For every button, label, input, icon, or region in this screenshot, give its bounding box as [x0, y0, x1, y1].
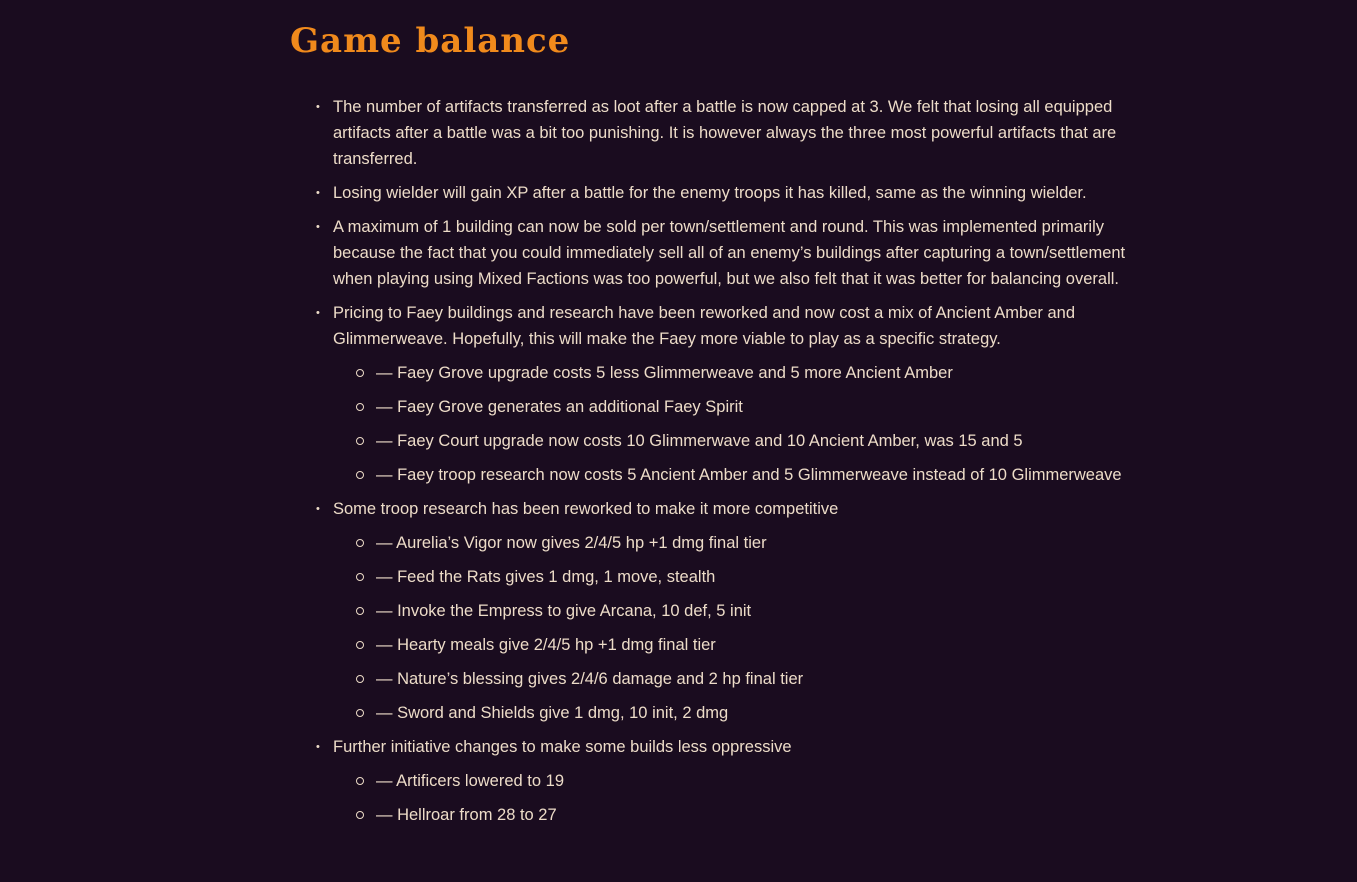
sub-change-item: [376, 360, 1150, 386]
circle-bullet-icon: [356, 607, 364, 615]
balance-change-list: [290, 94, 1150, 828]
change-item: [316, 94, 1150, 172]
sub-change-text: — Artificers lowered to 19: [376, 772, 564, 790]
bullet-icon: •: [316, 221, 320, 233]
sub-change-text: — Invoke the Empress to give Arcana, 10 def, 5 init: [376, 602, 752, 620]
change-item-text: Some troop research has been reworked to make it more competitive: [333, 500, 839, 518]
circle-bullet-icon: [356, 471, 364, 479]
sub-change-list: [333, 530, 1150, 726]
sub-change-text: — Aurelia’s Vigor now gives 2/4/5 hp +1 dmg final tier: [376, 534, 767, 552]
sub-change-list: [333, 768, 1150, 828]
circle-bullet-icon: [356, 437, 364, 445]
bullet-icon: •: [316, 741, 320, 753]
sub-change-item: [376, 700, 1150, 726]
sub-change-item: [376, 768, 1150, 794]
sub-change-item: [376, 462, 1150, 488]
change-item-text: Further initiative changes to make some builds less oppressive: [333, 738, 792, 756]
change-item-text: The number of artifacts transferred as loot after a battle is now capped at 3. We felt that losing all equipped artifacts after a battle was a bit too punishing. It is however always the three most powerful artifacts that are transferred.: [333, 98, 1117, 168]
change-item: [316, 496, 1150, 726]
sub-change-item: [376, 598, 1150, 624]
sub-change-item: [376, 530, 1150, 556]
sub-change-text: — Faey Grove upgrade costs 5 less Glimmerweave and 5 more Ancient Amber: [376, 364, 953, 382]
sub-change-text: — Nature’s blessing gives 2/4/6 damage and 2 hp final tier: [376, 670, 804, 688]
sub-change-item: [376, 428, 1150, 454]
bullet-icon: •: [316, 503, 320, 515]
sub-change-text: — Faey Grove generates an additional Faey Spirit: [376, 398, 743, 416]
sub-change-item: [376, 802, 1150, 828]
circle-bullet-icon: [356, 709, 364, 717]
circle-bullet-icon: [356, 777, 364, 785]
sub-change-item: [376, 632, 1150, 658]
change-item-text: A maximum of 1 building can now be sold per town/settlement and round. This was implemented primarily because the fact that you could immediately sell all of an enemy’s buildings after capturing a town/settlement when playing using Mixed Factions was too powerful, but we also felt that it was better for balancing overall.: [333, 218, 1126, 288]
circle-bullet-icon: [356, 573, 364, 581]
sub-change-text: — Hellroar from 28 to 27: [376, 806, 557, 824]
sub-change-list: [333, 360, 1150, 488]
sub-change-text: — Sword and Shields give 1 dmg, 10 init, 2 dmg: [376, 704, 729, 722]
sub-change-item: [376, 394, 1150, 420]
change-item-text: Pricing to Faey buildings and research have been reworked and now cost a mix of Ancient Amber and Glimmerweave. Hopefully, this will make the Faey more viable to play as a specific strategy.: [333, 304, 1076, 348]
sub-change-item: [376, 666, 1150, 692]
change-item: [316, 300, 1150, 488]
patch-notes-section: [290, 18, 1150, 836]
circle-bullet-icon: [356, 369, 364, 377]
circle-bullet-icon: [356, 675, 364, 683]
bullet-icon: •: [316, 101, 320, 113]
change-item: [316, 214, 1150, 292]
change-item-text: Losing wielder will gain XP after a battle for the enemy troops it has killed, same as the winning wielder.: [333, 184, 1087, 202]
sub-change-item: [376, 564, 1150, 590]
circle-bullet-icon: [356, 811, 364, 819]
circle-bullet-icon: [356, 539, 364, 547]
bullet-icon: •: [316, 187, 320, 199]
sub-change-text: — Feed the Rats gives 1 dmg, 1 move, stealth: [376, 568, 716, 586]
change-item: [316, 734, 1150, 828]
sub-change-text: — Faey troop research now costs 5 Ancient Amber and 5 Glimmerweave instead of 10 Glimmerweave: [376, 466, 1122, 484]
sub-change-text: — Hearty meals give 2/4/5 hp +1 dmg final tier: [376, 636, 716, 654]
sub-change-text: — Faey Court upgrade now costs 10 Glimmerwave and 10 Ancient Amber, was 15 and 5: [376, 432, 1023, 450]
section-title: Game balance: [290, 21, 571, 61]
change-item: [316, 180, 1150, 206]
circle-bullet-icon: [356, 403, 364, 411]
circle-bullet-icon: [356, 641, 364, 649]
bullet-icon: •: [316, 307, 320, 319]
